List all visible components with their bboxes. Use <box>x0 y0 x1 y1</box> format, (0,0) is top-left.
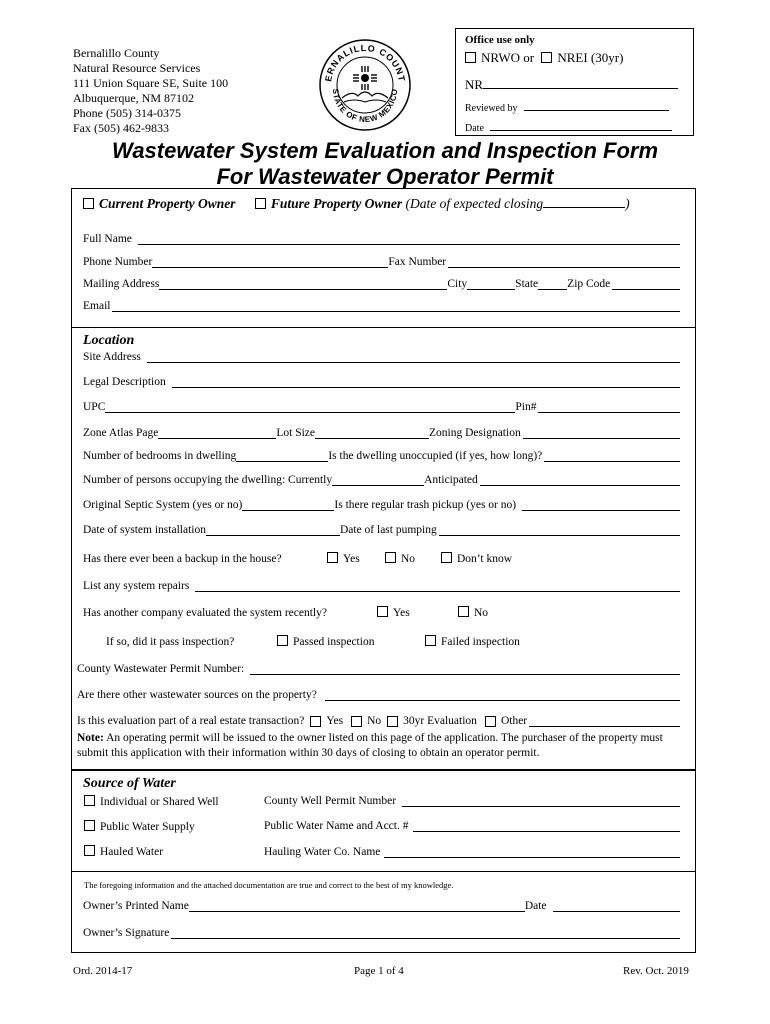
form-title-line1: Wastewater System Evaluation and Inspection Form <box>111 138 659 163</box>
hauled-water-option <box>84 845 163 858</box>
owner-type-row <box>83 195 630 212</box>
real-estate-no-checkbox[interactable] <box>351 716 362 727</box>
printed-name-label: Owner’s Printed Name <box>83 900 189 912</box>
hauling-co-field[interactable] <box>384 846 680 858</box>
nrwo-checkbox[interactable] <box>465 52 476 63</box>
other-company-yes-label: Yes <box>393 607 410 619</box>
agency-line: Fax (505) 462-9833 <box>73 121 169 135</box>
email-row <box>83 300 680 312</box>
public-water-label: Public Water Supply <box>100 821 195 833</box>
office-date-label: Date <box>465 123 484 134</box>
agency-line: Phone (505) 314-0375 <box>73 106 181 120</box>
fax-field[interactable] <box>448 256 680 268</box>
backup-yes <box>327 552 360 565</box>
public-water-checkbox[interactable] <box>84 820 95 831</box>
passed-option <box>277 635 374 648</box>
backup-yes-label: Yes <box>343 553 360 565</box>
county-seal <box>318 38 412 132</box>
trash-label: Is there regular trash pickup (yes or no) <box>334 499 517 511</box>
upc-row <box>83 401 680 413</box>
zoning-label: Zoning Designation <box>429 427 521 439</box>
persons-label: Number of persons occupying the dwelling: Currently <box>83 474 333 486</box>
printed-name-row <box>83 900 680 912</box>
bedrooms-field[interactable] <box>236 450 328 462</box>
repairs-row <box>83 580 680 592</box>
nrei-label: NREI (30yr) <box>557 50 624 65</box>
permit-number-field[interactable] <box>250 663 680 675</box>
agency-address <box>73 46 228 136</box>
hauled-water-label: Hauled Water <box>100 846 164 858</box>
passed-label: Passed inspection <box>293 636 375 648</box>
trash-field[interactable] <box>522 499 680 511</box>
form-title-line2: For Wastewater Operator Permit <box>216 164 554 189</box>
zone-atlas-field[interactable] <box>158 427 276 439</box>
repairs-field[interactable] <box>195 580 680 592</box>
public-name-field[interactable] <box>413 820 681 832</box>
water-title: Source of Water <box>83 776 176 791</box>
hauled-water-checkbox[interactable] <box>84 845 95 856</box>
full-name-row <box>83 233 680 245</box>
bedrooms-label: Number of bedrooms in dwelling <box>83 450 237 462</box>
office-use-box <box>455 28 694 136</box>
agency-line: Albuquerque, NM 87102 <box>73 91 194 105</box>
agency-line: Natural Resource Services <box>73 61 201 75</box>
pin-field[interactable] <box>538 401 680 413</box>
passed-checkbox[interactable] <box>277 635 288 646</box>
mailing-label: Mailing Address <box>83 278 160 290</box>
other-company-no-label: No <box>474 607 489 619</box>
zip-label: Zip Code <box>567 278 611 290</box>
legal-row <box>83 376 680 388</box>
office-use-title: Office use only <box>465 34 535 46</box>
well-permit-label: County Well Permit Number <box>264 795 397 807</box>
other-sources-field[interactable] <box>325 689 680 701</box>
other-sources-label: Are there other wastewater sources on the property? <box>77 689 317 701</box>
zoning-field[interactable] <box>523 427 680 439</box>
nrwo-label: NRWO or <box>481 50 535 65</box>
location-section <box>71 327 696 770</box>
current-owner-checkbox[interactable] <box>83 198 94 209</box>
well-permit-field[interactable] <box>402 795 680 807</box>
city-field[interactable] <box>467 278 515 290</box>
other-company-yes-checkbox[interactable] <box>377 606 388 617</box>
other-company-yes <box>377 606 410 619</box>
pin-label: Pin# <box>515 401 537 413</box>
state-label: State <box>515 278 539 290</box>
office-date-field[interactable] <box>490 119 672 131</box>
real-estate-label: Is this evaluation part of a real estate transaction? <box>77 715 305 727</box>
bedrooms-row <box>83 450 680 462</box>
upc-label: UPC <box>83 401 106 413</box>
future-owner-label: Future Property Owner <box>270 196 403 211</box>
septic-field[interactable] <box>242 499 334 511</box>
signature-field[interactable] <box>171 927 680 939</box>
reviewed-row <box>465 99 669 114</box>
failed-option <box>425 635 520 648</box>
seal-icon <box>318 38 412 132</box>
individual-well-checkbox[interactable] <box>84 795 95 806</box>
installation-field[interactable] <box>206 524 340 536</box>
lot-size-field[interactable] <box>315 427 429 439</box>
upc-field[interactable] <box>105 401 515 413</box>
email-field[interactable] <box>112 300 680 312</box>
well-permit-row <box>264 795 680 807</box>
other-company-no-checkbox[interactable] <box>458 606 469 617</box>
persons-current-field[interactable] <box>332 474 424 486</box>
footer-page: Page 1 of 4 <box>354 965 404 977</box>
pass-question: If so, did it pass inspection? <box>106 636 235 648</box>
zone-atlas-label: Zone Atlas Page <box>83 427 159 439</box>
other-label: Other <box>500 715 528 727</box>
unoccupied-label: Is the dwelling unoccupied (if yes, how long)? <box>328 450 543 462</box>
permit-number-row <box>77 663 680 675</box>
seal-top-text: ERNALILLO COUNT <box>323 42 407 83</box>
nr-row <box>465 77 678 93</box>
signature-label: Owner’s Signature <box>83 927 170 939</box>
failed-label: Failed inspection <box>441 636 520 648</box>
persons-row <box>83 474 680 486</box>
real-estate-row <box>77 715 680 727</box>
site-address-label: Site Address <box>83 351 141 363</box>
repairs-label: List any system repairs <box>83 580 190 592</box>
real-estate-no-label: No <box>367 715 382 727</box>
footer-rev: Rev. Oct. 2019 <box>623 965 689 977</box>
backup-yes-checkbox[interactable] <box>327 552 338 563</box>
nr-field[interactable] <box>483 77 678 89</box>
other-sources-row <box>77 689 680 701</box>
public-water-option <box>84 820 195 833</box>
nr-label: NR <box>465 77 484 92</box>
failed-checkbox[interactable] <box>425 635 436 646</box>
site-address-row <box>83 351 680 363</box>
agency-line: 111 Union Square SE, Suite 100 <box>73 76 229 90</box>
full-name-label: Full Name <box>83 233 132 245</box>
office-type-row <box>465 50 623 66</box>
phone-row <box>83 256 680 268</box>
other-field[interactable] <box>529 715 680 727</box>
state-field[interactable] <box>538 278 567 290</box>
hauling-co-label: Hauling Water Co. Name <box>264 846 381 858</box>
hauling-co-row <box>264 846 680 858</box>
individual-well-label: Individual or Shared Well <box>100 796 219 808</box>
other-company-question: Has another company evaluated the system recently? <box>83 607 327 619</box>
backup-dont-know <box>441 552 512 565</box>
individual-well-option <box>84 795 219 808</box>
phone-field[interactable] <box>152 256 388 268</box>
footer-ord: Ord. 2014-17 <box>73 965 133 977</box>
septic-label: Original Septic System (yes or no) <box>83 499 243 511</box>
pumping-label: Date of last pumping <box>339 524 437 536</box>
zone-row <box>83 427 680 439</box>
anticipated-field[interactable] <box>480 474 680 486</box>
other-company-no <box>458 606 488 619</box>
mailing-row <box>83 278 680 290</box>
location-title: Location <box>83 333 135 348</box>
office-date-row <box>465 119 672 134</box>
installation-label: Date of system installation <box>83 524 206 536</box>
backup-no-label: No <box>401 553 416 565</box>
note-label: Note: <box>77 732 104 744</box>
backup-no <box>385 552 415 565</box>
agency-line: Bernalillo County <box>73 46 160 60</box>
thirty-yr-label: 30yr Evaluation <box>403 715 477 727</box>
permit-number-label: County Wastewater Permit Number: <box>77 663 245 675</box>
reviewed-by-field[interactable] <box>524 99 669 111</box>
unoccupied-field[interactable] <box>544 450 680 462</box>
site-address-field[interactable] <box>147 351 680 363</box>
backup-dont-know-label: Don’t know <box>457 553 513 565</box>
city-label: City <box>447 278 468 290</box>
note-paragraph <box>77 731 695 761</box>
backup-no-checkbox[interactable] <box>385 552 396 563</box>
full-name-field[interactable] <box>138 233 680 245</box>
lot-size-label: Lot Size <box>276 427 316 439</box>
pumping-field[interactable] <box>439 524 680 536</box>
mailing-field[interactable] <box>159 278 447 290</box>
thirty-yr-checkbox[interactable] <box>387 716 398 727</box>
signature-row <box>83 927 680 939</box>
fax-label: Fax Number <box>388 256 447 268</box>
anticipated-label: Anticipated <box>424 474 478 486</box>
closing-date-field[interactable] <box>543 195 625 208</box>
current-owner-label: Current Property Owner <box>99 196 236 211</box>
zip-field[interactable] <box>612 278 680 290</box>
other-checkbox[interactable] <box>485 716 496 727</box>
future-owner-checkbox[interactable] <box>255 198 266 209</box>
printed-name-field[interactable] <box>189 900 525 912</box>
certification-statement: The foregoing information and the attached documentation are true and correct to the best of my knowledge. <box>84 880 454 890</box>
septic-row <box>83 499 680 511</box>
real-estate-yes-checkbox[interactable] <box>310 716 321 727</box>
backup-question: Has there ever been a backup in the house? <box>83 553 282 565</box>
phone-label: Phone Number <box>83 256 153 268</box>
public-name-row <box>264 820 680 832</box>
closing-date-end: ) <box>625 196 630 211</box>
installation-row <box>83 524 680 536</box>
legal-field[interactable] <box>172 376 680 388</box>
sign-date-field[interactable] <box>553 900 680 912</box>
legal-label: Legal Description <box>83 376 166 388</box>
reviewed-by-label: Reviewed by <box>465 103 518 114</box>
email-label: Email <box>83 300 111 312</box>
nrei-checkbox[interactable] <box>541 52 552 63</box>
closing-date-label: (Date of expected closing <box>405 196 544 211</box>
real-estate-yes-label: Yes <box>326 715 344 727</box>
public-name-label: Public Water Name and Acct. # <box>264 820 409 832</box>
sign-date-label: Date <box>524 900 547 912</box>
note-text: An operating permit will be issued to the owner listed on this page of the application. The purchaser of the property must submit this application with their information within 30 days of closing to obtain an operator permit. <box>77 732 663 759</box>
seal-bottom-text: STATE OF NEW MEXICO <box>330 88 400 125</box>
backup-dont-know-checkbox[interactable] <box>441 552 452 563</box>
svg-text:STATE OF NEW MEXICO <box>331 88 399 124</box>
